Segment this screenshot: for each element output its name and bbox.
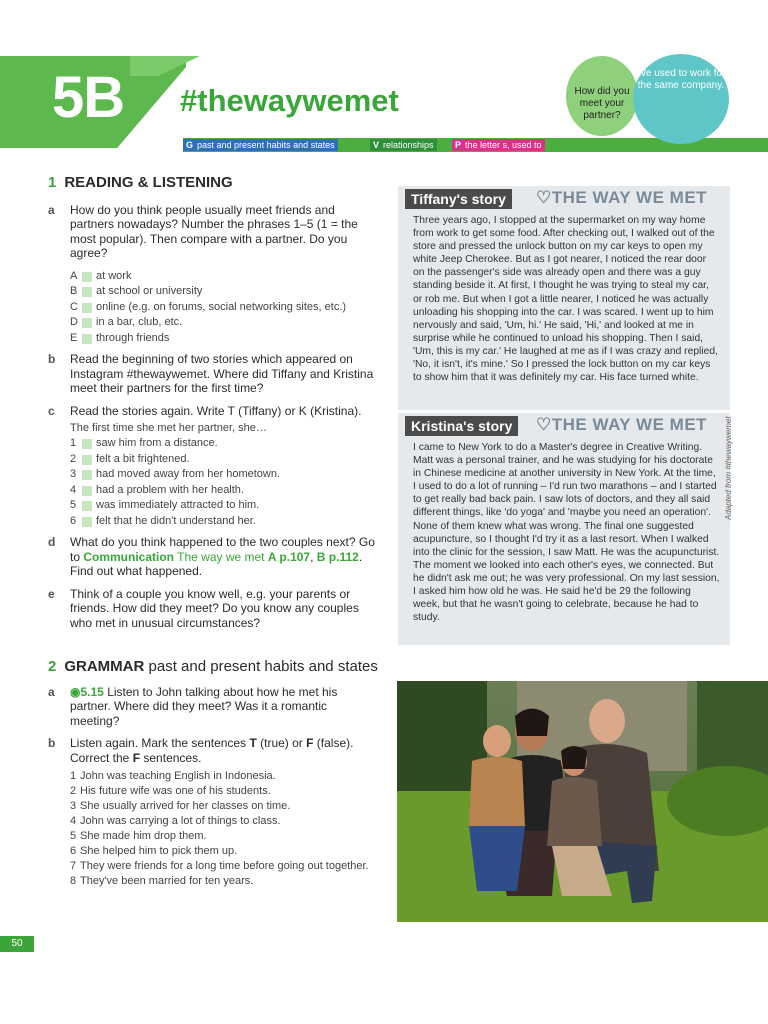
exercise-c: c Read the stories again. Write T (Tiffany) or K (Kristina). [48,403,362,418]
exercise-b: b Read the beginning of two stories which appeared on Instagram #thewaywemet. Where did Tiffany and Kristina meet their partners for the first time? [48,352,374,395]
source-credit: Adapted from #thewaywemet [724,416,733,520]
answer-box[interactable] [82,517,92,527]
list-item: 2 His future wife was one of his students. [70,785,271,797]
speech-bubble-question: How did you meet your partner? [566,56,638,136]
list-item: 2 felt a bit frightened. [70,452,190,465]
answer-box[interactable] [82,303,92,313]
answer-box[interactable] [82,334,92,344]
exercise-a: a How do you think people usually meet friends and partners nowadays? Number the phrases 1–5 (1 = the most popular). Then compare with a partner. Do you agree? [48,202,358,260]
exercise-d: d What do you think happened to the two couples next? Go to Communication The way we met A p.107, B p.112. Find out what happened. [48,535,375,578]
option-item: D in a bar, club, etc. [70,316,183,328]
heart-icon: ♡ [536,415,552,434]
answer-box[interactable] [82,272,92,282]
answer-box[interactable] [82,318,92,328]
exercise-c-lead: The first time she met her partner, she… [70,422,267,434]
story-tagline: ♡THE WAY WE MET [536,188,708,207]
section-heading-grammar: 2 GRAMMAR past and present habits and states [48,658,378,675]
list-item: 4 John was carrying a lot of things to class. [70,815,281,827]
section-heading-reading: 1 READING & LISTENING [48,174,233,191]
list-item: 8 They've been married for ten years. [70,875,254,887]
list-item: 6 She helped him to pick them up. [70,845,238,857]
option-item: B at school or university [70,285,203,297]
option-item: C online (e.g. on forums, social networking sites, etc.) [70,300,347,313]
story-tagline: ♡THE WAY WE MET [536,415,708,434]
exercise-2a: a ◉5.15 Listen to John talking about how he met his partner. Where did they meet? Was it a romantic meeting? [48,684,338,728]
option-item: A at work [70,269,132,282]
answer-box[interactable] [82,439,92,449]
ref-a-link[interactable]: A p.107 [267,549,311,564]
answer-box[interactable] [82,470,92,480]
unit-code: 5B [52,65,125,130]
story-title: Kristina's story [405,416,518,436]
story-card-kristina [398,413,730,645]
speech-bubble-answer: We used to work for the same company. [633,54,729,144]
family-photo [397,681,768,922]
story-card-tiffany [398,186,730,410]
family-photo-illustration [397,681,768,922]
exercise-e: e Think of a couple you know well, e.g. your parents or friends. How did they meet? Do you know any couples who met in unusual circumstances? [48,586,359,630]
list-item: 3 She usually arrived for her classes on time. [70,800,291,812]
option-item: E through friends [70,331,170,344]
list-item: 7 They were friends for a long time before going out together. [70,860,369,872]
exercise-2b: b Listen again. Mark the sentences T (true) or F (false). Correct the F sentences. [48,736,354,765]
tag-vocabulary: V relationships [370,139,437,151]
ref-b-link[interactable]: B p.112 [316,549,359,564]
communication-link[interactable]: Communication [83,549,175,564]
exercise-column [48,176,378,889]
answer-box[interactable] [82,455,92,465]
story-text: I came to New York to do a Master's degree in Creative Writing. Matt was a personal trainer, and he was studying for his doctorate in Chinese medicine at another university in New York. At the time, I used to do a lot of running – I'd run two marathons – and I started to get really bad back pain. I saw lots of doctors, and they all said different things, like 'do yoga' and 'maybe you need an operation'. None of them knew what was wrong. The final one suggested acupuncture, so I thought I'd try it as a last resort. When I walked into the clinic for the session, I saw Matt. He was the acupuncturist. The moment we looked into each other's eyes, we connected. But he didn't ask me out; he was very professional. On my last session, I asked him how old he was. He said he'd be 29 the following week, but that he wasn't going to celebrate, because he had to study. [413,442,720,624]
heart-icon: ♡ [536,188,552,207]
answer-box[interactable] [82,287,92,297]
answer-box[interactable] [82,501,92,511]
story-text: Three years ago, I stopped at the supermarket on my way home from work to get some food. After checking out, I walked out of the store and pressed the unlock button on my car keys to open my white Jeep Cherokee. But as I got nearer, I noticed the rear door on the passenger's side was already open and there was a guy standing beside it. At first, I thought he was trying to steal my car, or rob me. But when I got a little nearer, I noticed he was actually unloading his shopping into the car. I was scared. I went up to him nervously and said, 'Um, hi.' He said, 'Hi,' and looked at me in surprise while he continued to unload his shopping. Then I said, 'Um, this is my car.' He laughed at me as if I was crazy and replied, 'No, it isn't, it's mine.' So I pressed the lock button on my car keys to show him that it was definitely my car. His face turned white. [413,215,718,384]
story-title: Tiffany's story [405,189,512,209]
list-item: 6 felt that he didn't understand her. [70,514,256,527]
list-item: 5 was immediately attracted to him. [70,499,260,511]
list-item: 1 saw him from a distance. [70,437,218,449]
tag-grammar: G past and present habits and states [183,139,338,151]
list-item: 3 had moved away from her hometown. [70,468,281,480]
audio-track[interactable]: ◉5.15 [70,684,104,699]
page-number: 50 [0,936,34,952]
answer-box[interactable] [82,486,92,496]
list-item: 4 had a problem with her health. [70,483,244,496]
list-item: 1 John was teaching English in Indonesia. [70,770,276,782]
list-item: 5 She made him drop them. [70,830,207,842]
page-title: #thewaywemet [180,83,399,118]
tag-pronunciation: P the letter s, used to [452,139,545,151]
